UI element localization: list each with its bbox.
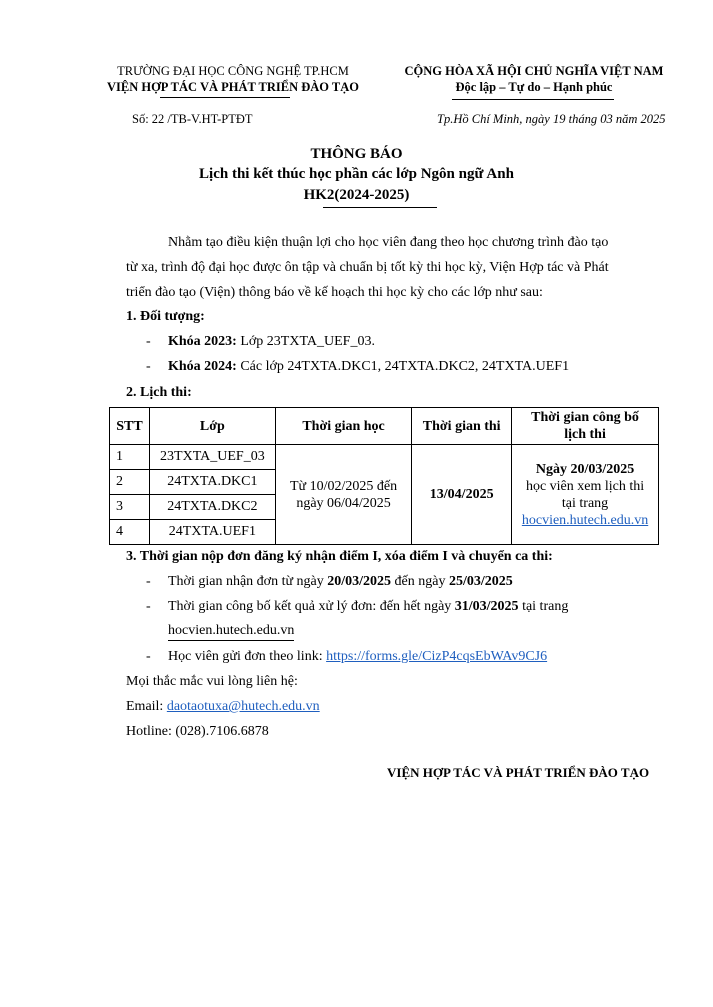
contact-email-line bbox=[126, 698, 320, 716]
cell-class: 24TXTA.DKC2 bbox=[149, 495, 275, 520]
table-header-row bbox=[110, 408, 659, 445]
motto: Độc lập – Tự do – Hạnh phúc bbox=[455, 80, 613, 94]
study-time-line-1: Từ 10/02/2025 đến bbox=[289, 478, 398, 494]
table-row bbox=[110, 445, 659, 470]
signature-block: VIỆN HỢP TÁC VÀ PHÁT TRIỂN ĐÀO TẠO bbox=[387, 765, 650, 780]
intro-line-1: Nhằm tạo điều kiện thuận lợi cho học viên đang theo học chương trình đào tạo bbox=[168, 235, 609, 250]
submission-prefix: Học viên gửi đơn theo link: bbox=[168, 649, 327, 664]
cell-stt: 2 bbox=[110, 470, 150, 495]
exam-schedule-table bbox=[109, 407, 659, 545]
col-header-exam-time: Thời gian thi bbox=[412, 408, 512, 445]
contact-hotline: Hotline: (028).7106.6878 bbox=[126, 724, 269, 739]
email-label: Email: bbox=[126, 699, 167, 714]
cell-publish-info bbox=[512, 445, 659, 545]
publish-header-line-2: lịch thi bbox=[564, 427, 606, 442]
place-date: Tp.Hồ Chí Minh, ngày 19 tháng 03 năm 2025 bbox=[437, 112, 666, 126]
col-header-study-time: Thời gian học bbox=[275, 408, 412, 445]
application-period bbox=[168, 573, 513, 591]
country-name: CỘNG HÒA XÃ HỘI CHỦ NGHĨA VIỆT NAM bbox=[404, 64, 664, 78]
bullet: - bbox=[146, 334, 151, 349]
submission-form-link[interactable]: https://forms.gle/CizP4cqsEbWAv9CJ6 bbox=[326, 649, 548, 664]
cell-stt: 1 bbox=[110, 445, 150, 470]
intro-line-2: từ xa, trình độ đại học được ôn tập và chuẩn bị tốt kỳ thi học kỳ, Viện Hợp tác và Phát bbox=[126, 260, 609, 275]
publish-link[interactable]: hocvien.hutech.edu.vn bbox=[521, 512, 649, 528]
cell-class: 24TXTA.DKC1 bbox=[149, 470, 275, 495]
target-label: Khóa 2024: bbox=[168, 359, 237, 374]
cell-stt: 3 bbox=[110, 495, 150, 520]
col-header-stt: STT bbox=[110, 408, 150, 445]
col-header-publish-time bbox=[512, 408, 659, 445]
bullet: - bbox=[146, 599, 151, 614]
left-header-rule bbox=[160, 97, 290, 98]
contact-intro: Mọi thắc mắc vui lòng liên hệ: bbox=[126, 674, 298, 689]
notice-title: THÔNG BÁO bbox=[310, 146, 403, 162]
cell-exam-date: 13/04/2025 bbox=[412, 445, 512, 545]
publish-header-line-1: Thời gian công bố bbox=[531, 410, 639, 425]
bullet: - bbox=[146, 649, 151, 664]
title-rule bbox=[323, 207, 437, 208]
notice-semester: HK2(2024-2025) bbox=[303, 187, 410, 203]
result-announcement bbox=[168, 598, 568, 616]
result-date: 31/03/2025 bbox=[454, 599, 519, 614]
intro-line-3: triển đào tạo (Viện) thông báo về kế hoạch thi học kỳ cho các lớp như sau: bbox=[126, 285, 543, 300]
study-time-line-2: ngày 06/04/2025 bbox=[296, 495, 391, 511]
application-end-date: 25/03/2025 bbox=[448, 574, 513, 589]
publish-date: Ngày 20/03/2025 bbox=[535, 461, 635, 477]
submission-link-line bbox=[168, 648, 547, 666]
application-start-date: 20/03/2025 bbox=[327, 574, 392, 589]
application-period-mid: đến ngày bbox=[391, 574, 449, 589]
right-header-rule bbox=[452, 99, 614, 100]
result-prefix: Thời gian công bố kết quả xử lý đơn: đến hết ngày bbox=[168, 599, 455, 614]
target-text: Các lớp 24TXTA.DKC1, 24TXTA.DKC2, 24TXTA.UEF1 bbox=[236, 359, 570, 374]
notice-subject: Lịch thi kết thúc học phần các lớp Ngôn ngữ Anh bbox=[199, 166, 514, 182]
cell-class: 24TXTA.UEF1 bbox=[149, 520, 275, 545]
section-2-heading: 2. Lịch thi: bbox=[126, 385, 192, 400]
cell-study-time bbox=[275, 445, 412, 545]
result-suffix: tại trang bbox=[518, 599, 569, 614]
publish-note-1: học viên xem lịch thi bbox=[525, 478, 645, 494]
target-item-2024 bbox=[168, 358, 569, 376]
bullet: - bbox=[146, 574, 151, 589]
document-number: Số: 22 /TB-V.HT-PTĐT bbox=[132, 112, 253, 126]
target-text: Lớp 23TXTA_UEF_03. bbox=[236, 334, 375, 349]
section-3-heading: 3. Thời gian nộp đơn đăng ký nhận điểm I, xóa điểm I và chuyển ca thi: bbox=[126, 549, 553, 564]
institute-name: VIỆN HỢP TÁC VÀ PHÁT TRIỂN ĐÀO TẠO bbox=[106, 80, 360, 94]
application-period-prefix: Thời gian nhận đơn từ ngày bbox=[168, 574, 328, 589]
cell-stt: 4 bbox=[110, 520, 150, 545]
cell-class: 23TXTA_UEF_03 bbox=[149, 445, 275, 470]
target-item-2023 bbox=[168, 333, 375, 351]
school-name: TRƯỜNG ĐẠI HỌC CÔNG NGHỆ TP.HCM bbox=[117, 64, 349, 78]
publish-note-2: tại trang bbox=[561, 495, 609, 511]
col-header-class: Lớp bbox=[149, 408, 275, 445]
result-site[interactable]: hocvien.hutech.edu.vn bbox=[168, 622, 294, 641]
email-link[interactable]: daotaotuxa@hutech.edu.vn bbox=[166, 699, 320, 714]
section-1-heading: 1. Đối tượng: bbox=[126, 309, 205, 324]
bullet: - bbox=[146, 359, 151, 374]
target-label: Khóa 2023: bbox=[168, 334, 237, 349]
